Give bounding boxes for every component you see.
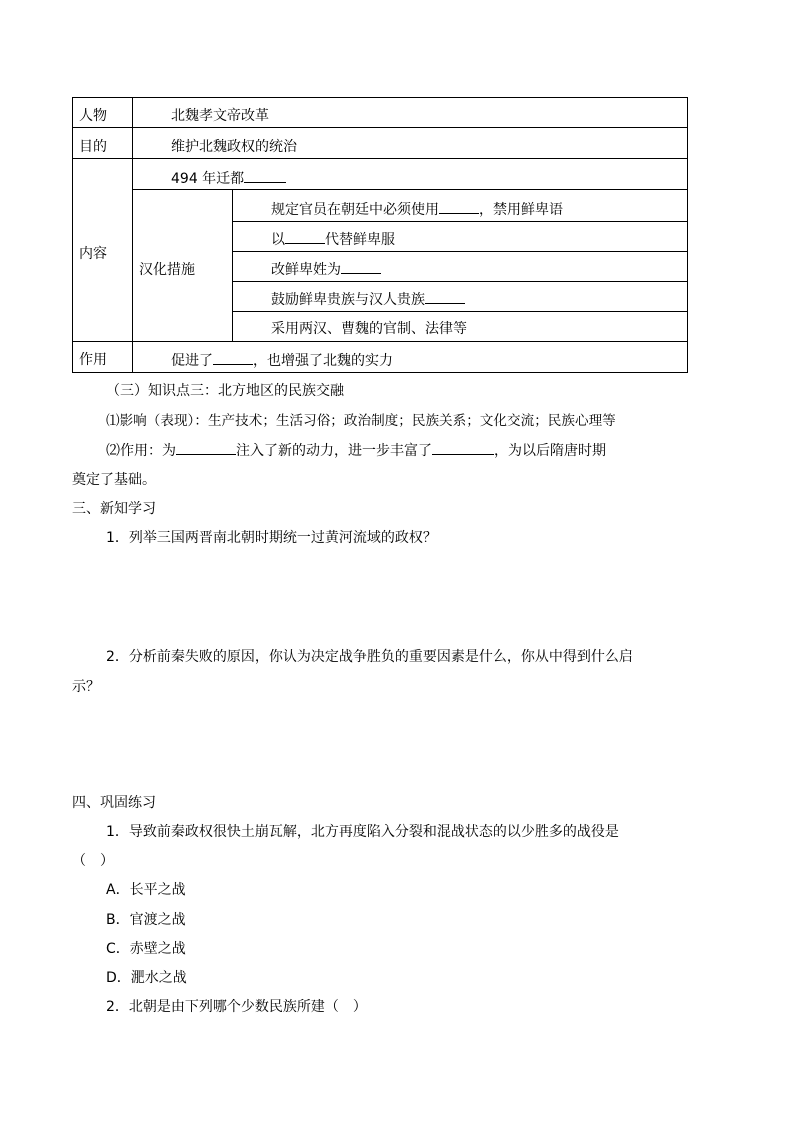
blank	[244, 168, 286, 183]
blank	[176, 440, 236, 455]
table-line	[232, 311, 688, 312]
table-line	[72, 127, 688, 128]
table-line	[72, 158, 688, 159]
option-b: B．官渡之战	[106, 912, 186, 928]
table-line	[132, 189, 688, 190]
blank	[341, 259, 381, 274]
practice-question-1: 1．导致前秦政权很快土崩瓦解，北方再度陷入分裂和混战状态的以少胜多的战役是	[106, 824, 619, 840]
blank	[439, 199, 479, 214]
measure-4: 鼓励鲜卑贵族与汉人贵族	[271, 289, 465, 310]
option-c: C．赤壁之战	[106, 941, 186, 957]
table-line	[72, 341, 688, 342]
question-1: 1．列举三国两晋南北朝时期统一过黄河流域的政权？	[106, 530, 437, 546]
influence-item: ⑴影响（表现）：生产技术；生活习俗；政治制度；民族关系；文化交流；民族心理等	[106, 413, 616, 429]
measure-5: 采用两汉、曹魏的官制、法律等	[271, 321, 467, 337]
purpose-label: 目的	[79, 139, 107, 155]
blank	[425, 289, 465, 304]
table-line	[687, 97, 688, 373]
person-value: 北魏孝文帝改革	[171, 108, 269, 124]
role-item-cont: 奠定了基础。	[72, 472, 156, 488]
person-label: 人物	[79, 108, 107, 124]
table-line	[232, 189, 233, 342]
table-line	[72, 97, 73, 373]
effect-label: 作用	[79, 352, 107, 368]
new-learning-heading: 三、新知学习	[72, 501, 156, 517]
table-line	[232, 281, 688, 282]
question-2: 2．分析前秦失败的原因，你认为决定战争胜负的重要因素是什么，你从中得到什么启	[106, 649, 633, 665]
table-line	[72, 372, 688, 373]
measure-3: 改鲜卑姓为	[271, 259, 381, 280]
blank	[285, 229, 325, 244]
table-line	[132, 97, 133, 373]
table-line	[232, 221, 688, 222]
practice-question-2: 2．北朝是由下列哪个少数民族所建（ ）	[106, 999, 367, 1015]
effect-value: 促进了 ，也增强了北魏的实力	[171, 350, 393, 371]
content-label: 内容	[79, 246, 107, 262]
option-d: D．淝水之战	[106, 970, 187, 986]
purpose-value: 维护北魏政权的统治	[171, 139, 297, 155]
hanhua-label: 汉化措施	[139, 262, 195, 278]
table-line	[232, 251, 688, 252]
option-a: A．长平之战	[106, 882, 186, 898]
practice-heading: 四、巩固练习	[72, 795, 156, 811]
table-line	[72, 97, 688, 98]
blank	[213, 350, 253, 365]
practice-question-1-cont: （ ）	[72, 853, 114, 869]
measure-1: 规定官员在朝廷中必须使用 ，禁用鲜卑语	[271, 199, 563, 220]
knowledge-point-3-title: （三）知识点三：北方地区的民族交融	[106, 383, 344, 399]
question-2-cont: 示？	[72, 679, 100, 695]
role-item: ⑵作用：为 注入了新的动力，进一步丰富了 ，为以后隋唐时期	[106, 440, 606, 461]
measure-2: 以 代替鲜卑服	[271, 229, 395, 250]
blank	[432, 440, 494, 455]
move-capital: 494 年迁都	[171, 168, 286, 189]
